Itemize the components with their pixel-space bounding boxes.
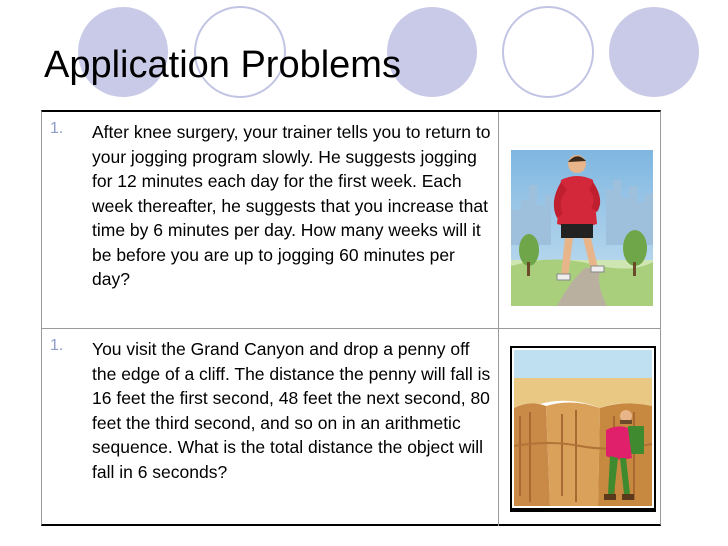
grand-canyon-illustration [510,346,656,524]
deco-circle [503,7,593,97]
problem-text-cell [42,112,498,328]
problem-text: After knee surgery, your trainer tells you to return to your jogging program slowly. He suggests jogging for 12 minutes each day for the first week. Each week thereafter, he suggests that you increase that time by 6 minutes per day. How many weeks will it be before you are up to jogging 60 minutes per day? [92,122,491,289]
jogger-illustration [511,150,653,306]
problem-row [42,112,660,329]
problems-table [41,110,661,526]
problem-text: You visit the Grand Canyon and drop a penny off the edge of a cliff. The distance the penny will fall is 16 feet the first second, 48 feet the next second, 80 feet the third second, and so on in an arithmetic sequence. What is the total distance the object will fall in 6 seconds? [92,339,491,482]
deco-circle [609,7,699,97]
slide-title: Application Problems [44,44,401,86]
problem-text-cell [42,329,498,526]
problem-number: 1. [50,337,64,354]
problem-row [42,329,660,526]
problem-number: 1. [50,120,64,137]
problem-image-cell [498,329,661,526]
problem-image-cell [498,112,661,328]
